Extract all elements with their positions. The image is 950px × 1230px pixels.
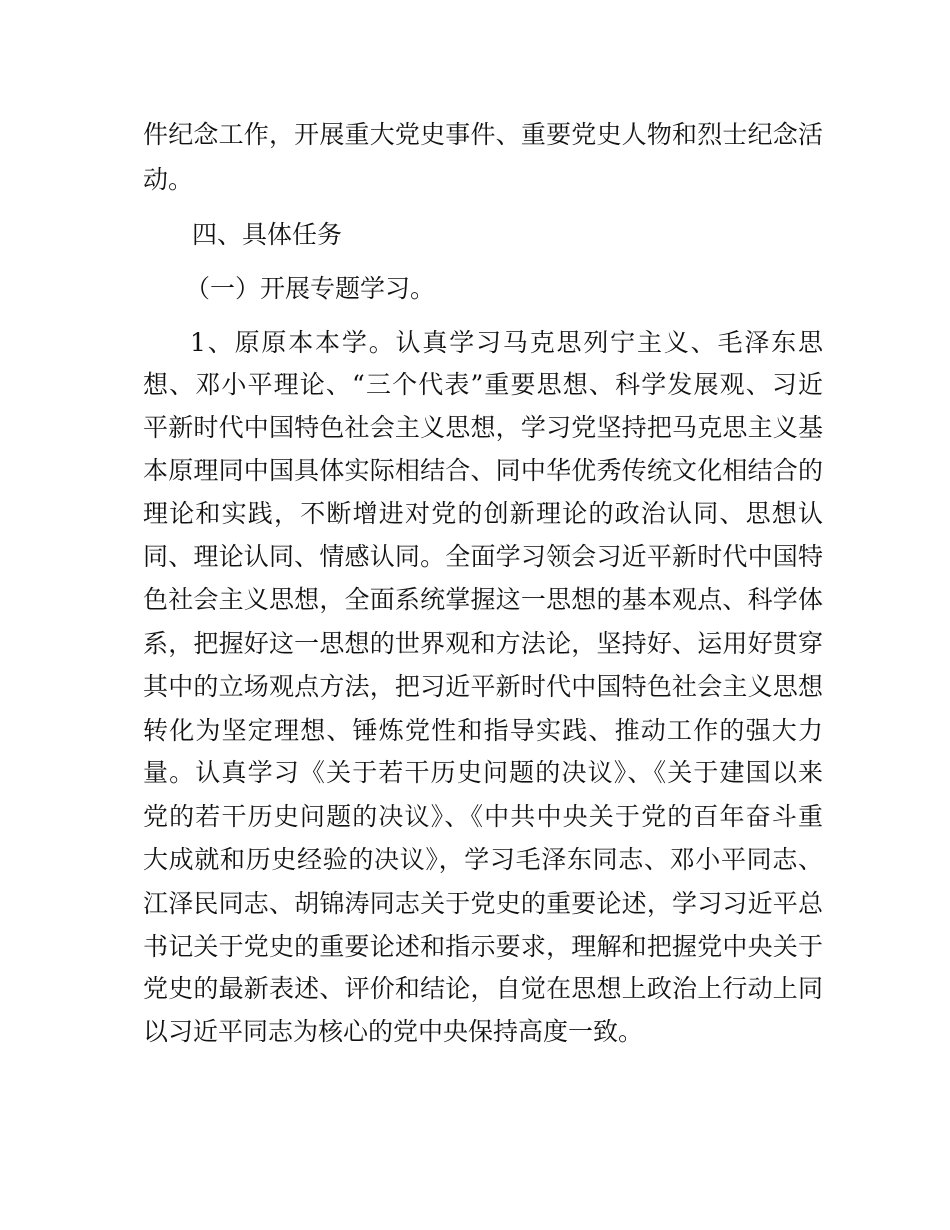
paragraph-line: 系，把握好这一思想的世界观和方法论，坚持好、运用好贯穿 bbox=[143, 629, 823, 658]
paragraph-line: 其中的立场观点方法，把习近平新时代中国特色社会主义思想 bbox=[143, 672, 823, 701]
text-line-2: 动。 bbox=[143, 165, 194, 194]
paragraph-line: 大成就和历史经验的决议》，学习毛泽东同志、邓小平同志、 bbox=[143, 845, 823, 874]
paragraph-line: 党的若干历史问题的决议》、《中共中央关于党的百年奋斗重 bbox=[143, 802, 823, 831]
paragraph-line: 理论和实践，不断增进对党的创新理论的政治认同、思想认 bbox=[143, 499, 823, 528]
paragraph-line: 色社会主义思想，全面系统掌握这一思想的基本观点、科学体 bbox=[143, 585, 823, 614]
paragraph-first-line: 1、原原本本学。认真学习马克思列宁主义、毛泽东思 bbox=[190, 328, 823, 357]
subsection-heading: （一）开展专题学习。 bbox=[185, 274, 436, 303]
paragraph-line: 量。认真学习《关于若干历史问题的决议》、《关于建国以来 bbox=[143, 758, 823, 787]
paragraph-line: 书记关于党史的重要论述和指示要求，理解和把握党中央关于 bbox=[143, 932, 823, 961]
paragraph-line: 江泽民同志、胡锦涛同志关于党史的重要论述，学习习近平总 bbox=[143, 889, 823, 918]
paragraph-line: 同、理论认同、情感认同。全面学习领会习近平新时代中国特 bbox=[143, 542, 823, 571]
paragraph-line: 本原理同中国具体实际相结合、同中华优秀传统文化相结合的 bbox=[143, 456, 823, 485]
paragraph-line: 平新时代中国特色社会主义思想，学习党坚持把马克思主义基 bbox=[143, 413, 823, 442]
text-line-1: 件纪念工作，开展重大党史事件、重要党史人物和烈士纪念活 bbox=[143, 120, 823, 149]
section-heading: 四、具体任务 bbox=[192, 220, 343, 249]
paragraph-line: 转化为坚定理想、锤炼党性和指导实践、推动工作的强大力 bbox=[143, 716, 823, 745]
paragraph-line: 想、邓小平理论、“三个代表”重要思想、科学发展观、习近 bbox=[143, 370, 823, 399]
paragraph-line: 党史的最新表述、评价和结论，自觉在思想上政治上行动上同 bbox=[143, 974, 823, 1003]
paragraph-last-line: 以习近平同志为核心的党中央保持高度一致。 bbox=[143, 1017, 644, 1046]
